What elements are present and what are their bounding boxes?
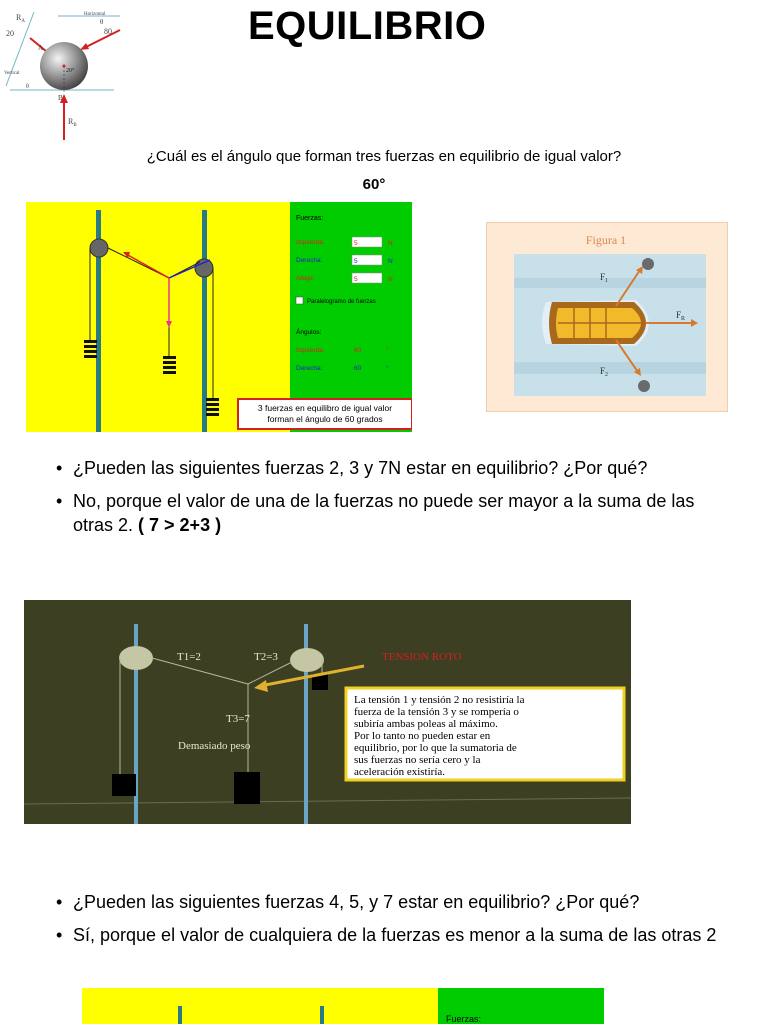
slide-title: EQUILIBRIO [248,4,487,48]
explanation-line: fuerza de la tensión 3 y se rompería o [354,706,519,718]
explanation-line: sus fuerzas no sería cero y la [354,754,481,766]
t3-label: T3=7 [226,713,250,725]
parallelogram-label: Paralelogramo de fuerzas [307,299,376,305]
explanation-line: aceleración existiría. [354,766,446,778]
sim1-row-right-label: Derecha: [296,257,323,264]
sim1-row-left-label: Izquierda: [296,239,325,246]
t1-label: T1=2 [177,651,201,663]
f1-label: $F_1$ [600,272,609,284]
answer-text: 60° [362,176,386,193]
f2-label: $F_2$ [600,366,609,378]
theta-label: θ [100,18,104,26]
explanation-line: La tensión 1 y tensión 2 no resistiría la [354,694,525,706]
sim1-row-down-value: 5 [354,276,358,283]
bullet-item: • ¿Pueden las siguientes fuerzas 2, 3 y 7N estar en equilibrio? ¿Por qué? [56,456,716,480]
pulley-simulation-screenshot [26,202,412,432]
angle-right-label: 80 [104,27,112,36]
tension-diagram [24,600,631,824]
bullet-item: • Sí, porque el valor de cualquiera de la fuerzas es menor a la suma de las otras 2 [56,923,736,947]
parallelogram-checkbox[interactable] [296,297,303,304]
horizontal-label: Horizontal [84,12,106,17]
a-label: A [38,44,44,52]
b-label: B [58,94,63,102]
bullet-list-2 [56,890,736,956]
theta-label-2: θ [26,84,29,90]
sim1-angle-right-value: 60 [354,365,362,372]
pulley-simulation-screenshot-2 [82,988,604,1024]
too-heavy-label: Demasiado peso [178,740,251,752]
fr-label: $F_R$ [676,310,686,322]
vertical-label: Vertical [4,71,20,76]
sim1-angle-right-unit: ° [386,365,389,372]
sim1-row-right-unit: N [388,258,393,265]
rb-label: $R_B$ [68,117,77,128]
sim2-panel-title: Fuerzas: [446,1014,482,1024]
figura1-title: Figura 1 [585,233,627,247]
sim1-row-left-unit: N [388,240,393,247]
sim1-angles-title: Ángulos: [296,329,322,336]
bullet-list-1 [56,456,716,546]
explanation-line: Por lo tanto no pueden estar en [354,730,491,742]
explanation-line: equilibrio, por lo que la sumatoria de [354,742,517,754]
question-text: ¿Cuál es el ángulo que forman tres fuerzas en equilibrio de igual valor? [146,148,622,165]
angle-left-label: 20 [6,29,14,38]
angle-center-label: 20° [66,68,75,74]
sim1-angle-right-label: Derecha: [296,365,323,372]
bullet-item: • ¿Pueden las siguientes fuerzas 4, 5, y 7 estar en equilibrio? ¿Por qué? [56,890,736,914]
t2-label: T2=3 [254,651,278,663]
sim1-row-right-value: 5 [354,258,358,265]
sim1-angle-left-value: 60 [354,347,362,354]
sim1-row-left-value: 5 [354,240,358,247]
sim1-note-line1: 3 fuerzas en equilibro de igual valor [257,403,393,413]
sim1-angle-left-unit: ° [386,347,389,354]
bullet-item: • No, porque el valor de una de la fuerzas no puede ser mayor a la suma de las otras 2. ( 7 > 2+3 ) [56,489,716,537]
ra-label: $R_A$ [16,13,25,24]
boat-figure [486,222,728,412]
explanation-line: subiría ambas poleas al máximo. [354,718,498,730]
sim1-row-down-unit: N [388,276,393,283]
ball-equilibrium-diagram [4,8,124,140]
sim1-angle-left-label: Izquierda: [296,347,325,354]
sim1-panel-title: Fuerzas: [296,215,324,222]
sim1-note-line2: forman el ángulo de 60 grados [267,414,383,424]
broken-tension-label: TENSION ROTO [382,651,462,663]
sim1-row-down-label: Abajo: [296,275,315,282]
